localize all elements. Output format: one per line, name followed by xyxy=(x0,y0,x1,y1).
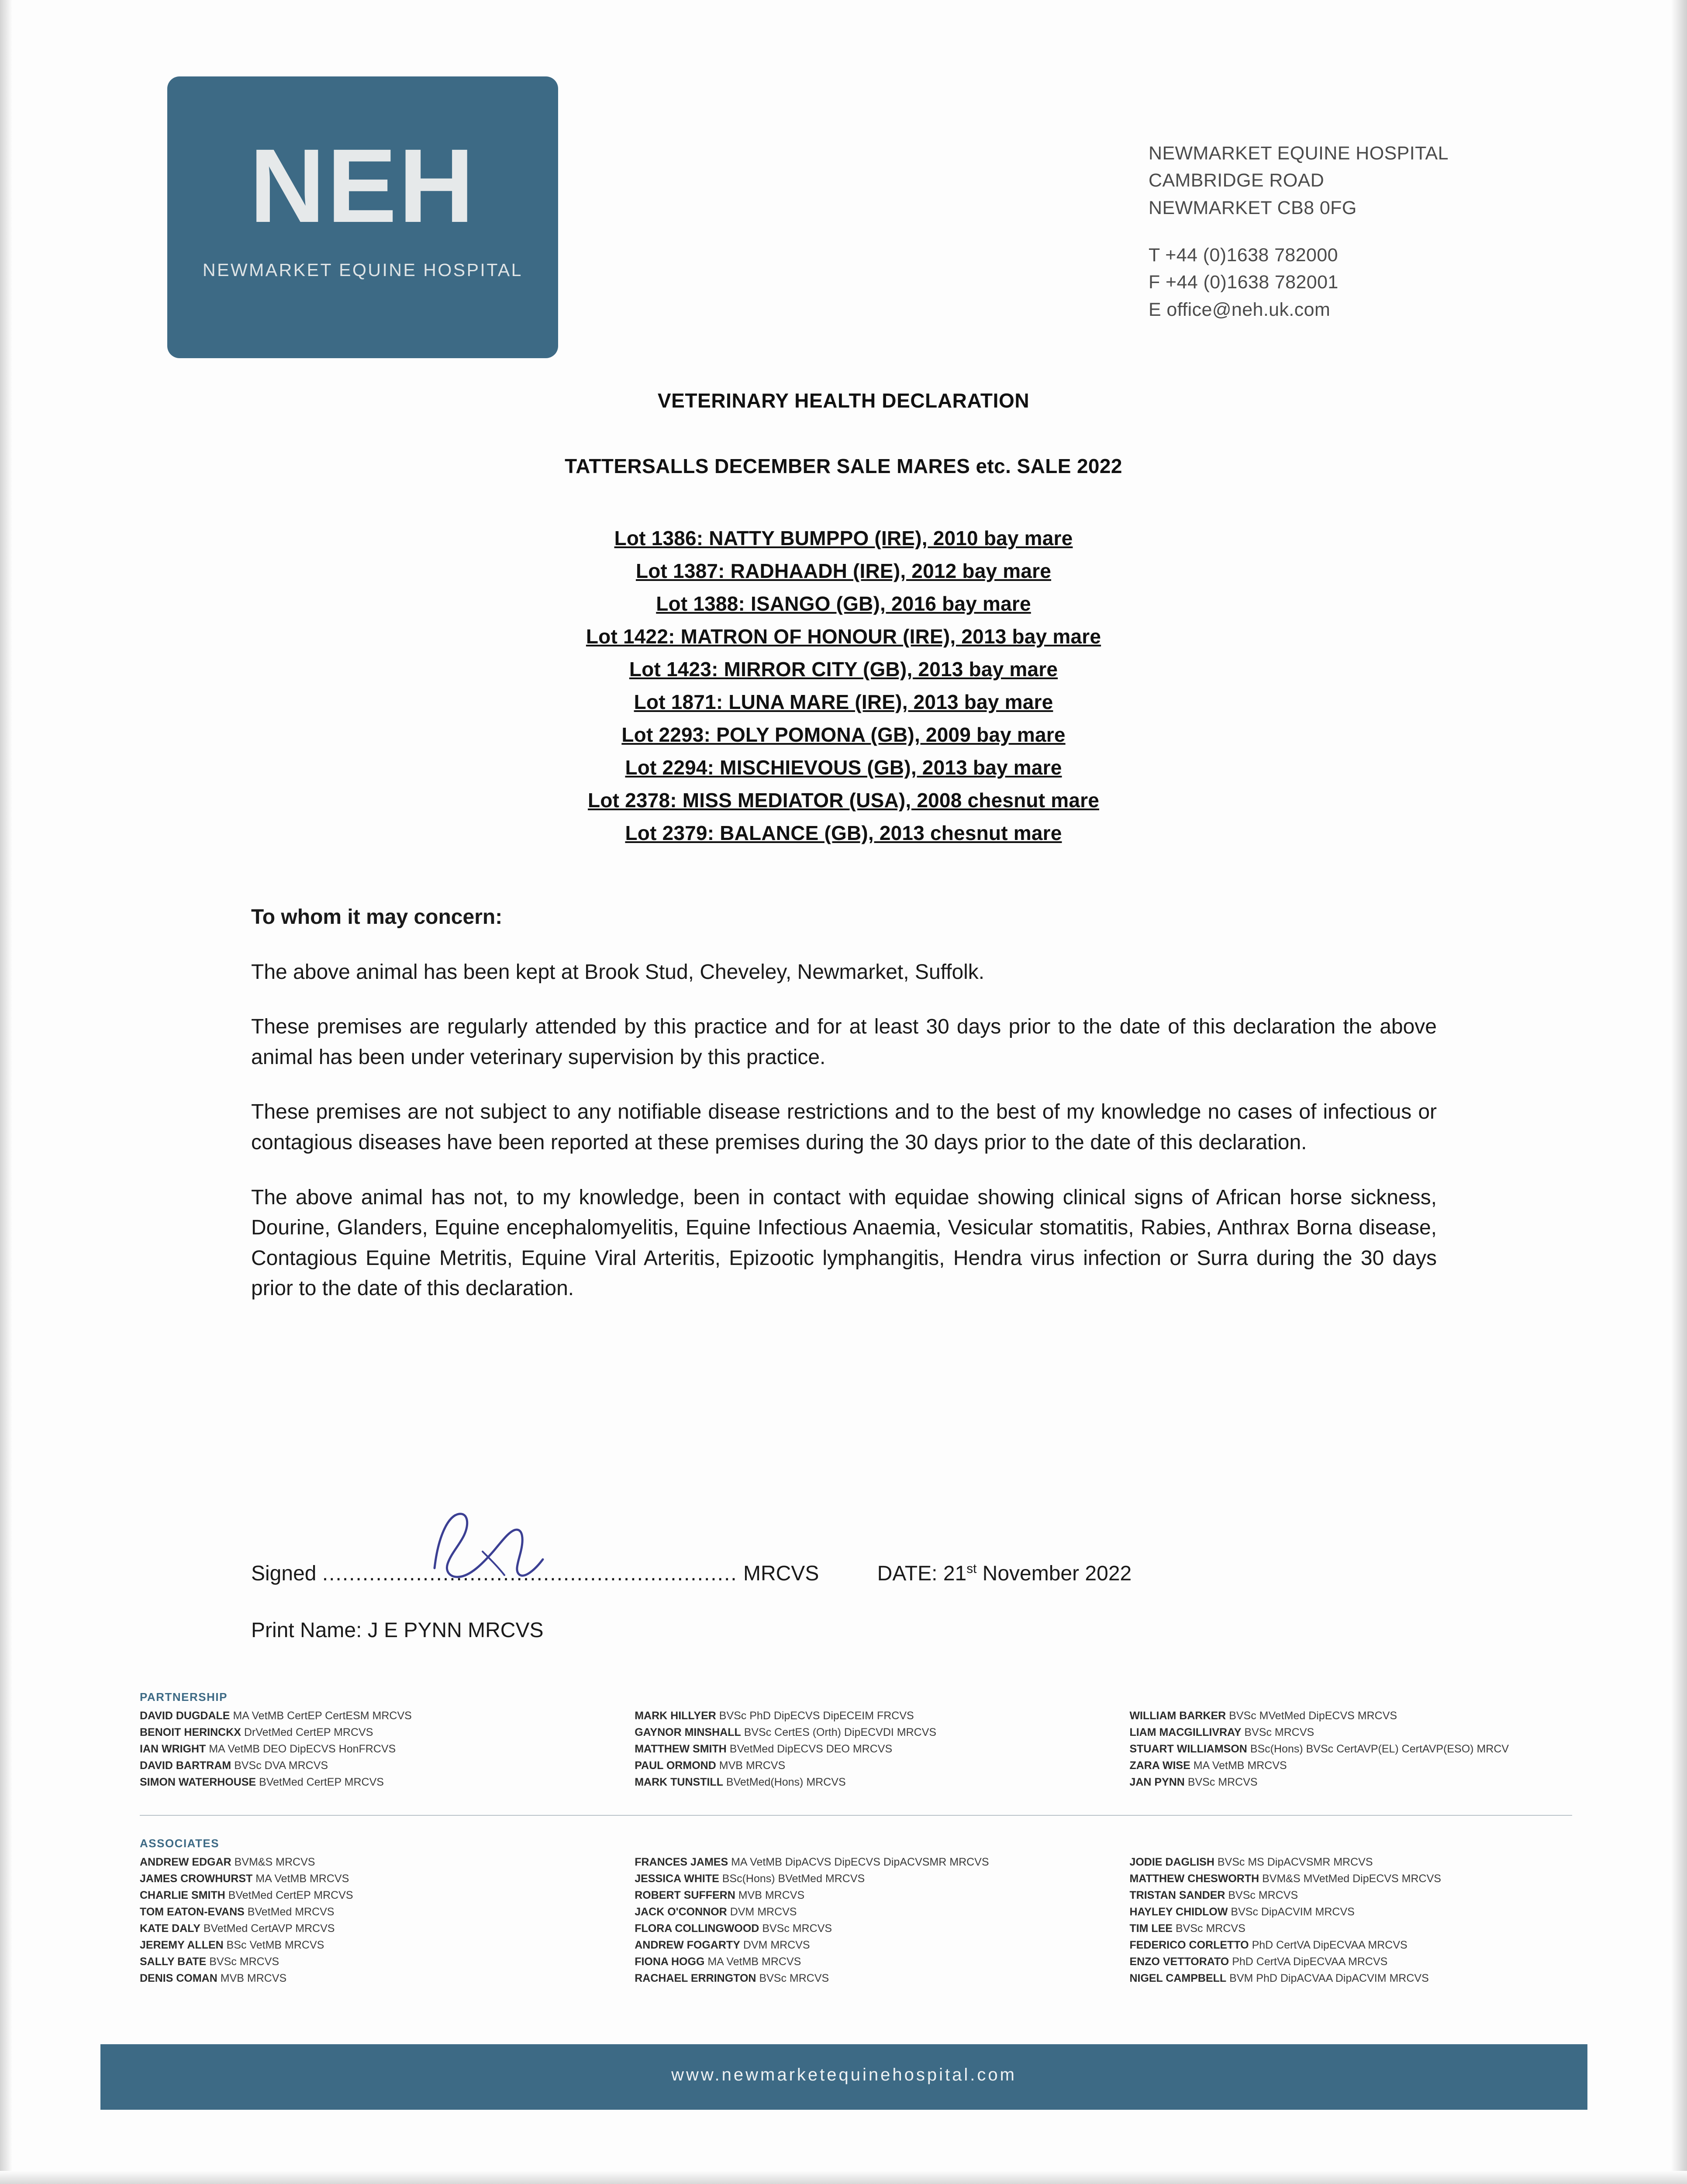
staff-entry xyxy=(635,1870,1112,1887)
staff-quals: BVSc MRCVS xyxy=(209,1956,279,1968)
body-paragraph-4: The above animal has not, to my knowledge, been in contact with equidae showing clinical signs of African horse sickness, Dourine, Glanders, Equine encephalomyelitis, Equine Infectious Anaemia, Vesicular stomatitis, Rabies, Anthrax Borna disease, Contagious Equine Metritis, Equine Viral Arteritis, Epizootic lymphangitis, Hendra virus infection or Surra during the 30 days prior to the date of this declaration. xyxy=(251,1185,1437,1300)
partnership-column-1 xyxy=(140,1707,617,1790)
staff-entry xyxy=(635,1970,1112,1987)
staff-name: FEDERICO CORLETTO xyxy=(1129,1939,1249,1951)
logo-subtitle: NEWMARKET EQUINE HOSPITAL xyxy=(203,260,523,280)
footer-website-url: www.newmarketequinehospital.com xyxy=(671,2065,1017,2084)
date-label: DATE: xyxy=(877,1562,938,1585)
staff-entry xyxy=(140,1937,617,1953)
lot-item: Lot 1387: RADHAADH (IRE), 2012 bay mare xyxy=(635,559,1052,582)
staff-quals: BVSc CertES (Orth) DipECVDI MRCVS xyxy=(744,1726,937,1738)
lot-item: Lot 1423: MIRROR CITY (GB), 2013 bay mare xyxy=(629,657,1058,681)
staff-entry xyxy=(635,1854,1112,1870)
staff-quals: MA VetMB MRCVS xyxy=(1193,1759,1287,1772)
staff-name: KATE DALY xyxy=(140,1922,200,1935)
staff-entry xyxy=(635,1724,1112,1741)
staff-name: STUART WILLIAMSON xyxy=(1129,1743,1247,1755)
staff-name: ENZO VETTORATO xyxy=(1129,1956,1229,1968)
lot-item: Lot 1871: LUNA MARE (IRE), 2013 bay mare xyxy=(634,690,1053,713)
lot-item: Lot 2294: MISCHIEVOUS (GB), 2013 bay mare xyxy=(625,756,1062,779)
staff-entry xyxy=(635,1920,1112,1937)
staff-quals: MVB MRCVS xyxy=(220,1972,287,1984)
date-month-year: November 2022 xyxy=(976,1562,1132,1585)
staff-name: JACK O'CONNOR xyxy=(635,1906,727,1918)
scan-edge-left xyxy=(0,0,12,2184)
staff-name: MATTHEW SMITH xyxy=(635,1743,727,1755)
staff-entry xyxy=(1129,1887,1607,1904)
signature-qualification: MRCVS xyxy=(743,1562,819,1585)
staff-name: TOM EATON-EVANS xyxy=(140,1906,245,1918)
staff-quals: DVM MRCVS xyxy=(730,1906,797,1918)
staff-name: ROBERT SUFFERN xyxy=(635,1889,735,1901)
staff-name: MATTHEW CHESWORTH xyxy=(1129,1873,1259,1885)
staff-entry xyxy=(140,1920,617,1937)
staff-entry xyxy=(635,1953,1112,1970)
staff-entry xyxy=(140,1854,617,1870)
associates-block xyxy=(140,1837,1572,1987)
staff-entry xyxy=(1129,1724,1607,1741)
staff-entry xyxy=(1129,1774,1607,1790)
staff-quals: BVSc MRCVS xyxy=(1244,1726,1314,1738)
staff-quals: MA VetMB MRCVS xyxy=(707,1956,801,1968)
staff-quals: MVB MRCVS xyxy=(719,1759,786,1772)
staff-quals: BVSc MRCVS xyxy=(1187,1776,1258,1788)
neh-logo xyxy=(167,76,558,358)
staff-entry xyxy=(140,1707,617,1724)
staff-entry xyxy=(635,1937,1112,1953)
staff-entry xyxy=(140,1741,617,1757)
staff-quals: BSc VetMB MRCVS xyxy=(226,1939,324,1951)
scan-edge-right xyxy=(1671,0,1687,2184)
staff-quals: BVetMed CertEP MRCVS xyxy=(259,1776,384,1788)
body-paragraph-3: These premises are not subject to any notifiable disease restrictions and to the best of my knowledge no cases of infectious or contagious diseases have been reported at these premises during the 30 days prior to the date of this declaration. xyxy=(251,1100,1437,1154)
address-line-2: CAMBRIDGE ROAD xyxy=(1149,170,1325,191)
staff-entry xyxy=(1129,1920,1607,1937)
partnership-column-2 xyxy=(617,1707,1112,1790)
staff-name: MARK HILLYER xyxy=(635,1710,716,1722)
partnership-heading: PARTNERSHIP xyxy=(140,1690,228,1704)
staff-quals: BVetMed CertAVP MRCVS xyxy=(203,1922,335,1935)
associates-heading: ASSOCIATES xyxy=(140,1837,220,1850)
staff-quals: BVM PhD DipACVAA DipACVIM MRCVS xyxy=(1229,1972,1429,1984)
signed-label: Signed xyxy=(251,1562,317,1585)
staff-name: TIM LEE xyxy=(1129,1922,1173,1935)
staff-name: ANDREW FOGARTY xyxy=(635,1939,740,1951)
date-value xyxy=(943,1562,1132,1585)
staff-entry xyxy=(140,1774,617,1790)
divider xyxy=(140,1815,1572,1816)
staff-entry xyxy=(1129,1707,1607,1724)
staff-quals: PhD CertVA DipECVAA MRCVS xyxy=(1252,1939,1408,1951)
staff-quals: BVetMed MRCVS xyxy=(247,1906,335,1918)
staff-quals: MA VetMB MRCVS xyxy=(255,1873,349,1885)
letter-body xyxy=(251,902,1437,1328)
staff-entry xyxy=(1129,1854,1607,1870)
staff-entry xyxy=(1129,1741,1607,1757)
partnership-column-3 xyxy=(1112,1707,1607,1790)
staff-quals: PhD CertVA DipECVAA MRCVS xyxy=(1232,1956,1388,1968)
staff-name: CHARLIE SMITH xyxy=(140,1889,225,1901)
staff-entry xyxy=(635,1757,1112,1774)
staff-quals: BVSc DipACVIM MRCVS xyxy=(1231,1906,1355,1918)
signature-dotted-line: .............................................................. xyxy=(322,1562,738,1585)
staff-quals: BVetMed DipECVS DEO MRCVS xyxy=(729,1743,893,1755)
staff-entry xyxy=(635,1904,1112,1920)
footer-bar xyxy=(100,2044,1587,2110)
staff-name: WILLIAM BARKER xyxy=(1129,1710,1226,1722)
staff-name: DAVID BARTRAM xyxy=(140,1759,231,1772)
staff-name: BENOIT HERINCKX xyxy=(140,1726,241,1738)
partnership-block xyxy=(140,1690,1572,1790)
staff-quals: BVSc MRCVS xyxy=(1176,1922,1245,1935)
staff-entry xyxy=(140,1953,617,1970)
logo-text: NEH xyxy=(249,127,476,244)
staff-quals: BSc(Hons) BVetMed MRCVS xyxy=(722,1873,865,1885)
staff-quals: MA VetMB CertEP CertESM MRCVS xyxy=(233,1710,412,1722)
staff-quals: BVSc MS DipACVSMR MRCVS xyxy=(1217,1856,1373,1868)
lot-item: Lot 1386: NATTY BUMPPO (IRE), 2010 bay mare xyxy=(614,527,1073,549)
staff-name: JODIE DAGLISH xyxy=(1129,1856,1214,1868)
staff-entry xyxy=(140,1970,617,1987)
staff-name: GAYNOR MINSHALL xyxy=(635,1726,741,1738)
document-title: VETERINARY HEALTH DECLARATION xyxy=(657,389,1030,412)
staff-name: DENIS COMAN xyxy=(140,1972,217,1984)
lot-item: Lot 1422: MATRON OF HONOUR (IRE), 2013 bay mare xyxy=(586,625,1101,648)
staff-entry xyxy=(140,1904,617,1920)
lot-item: Lot 1388: ISANGO (GB), 2016 bay mare xyxy=(656,592,1031,615)
staff-name: JAN PYNN xyxy=(1129,1776,1185,1788)
staff-quals: BVSc MRCVS xyxy=(1228,1889,1298,1901)
sale-title: TATTERSALLS DECEMBER SALE MARES etc. SALE 2022 xyxy=(565,455,1122,477)
salutation: To whom it may concern: xyxy=(251,905,503,929)
contact-line-3: E office@neh.uk.com xyxy=(1149,299,1331,320)
staff-name: JAMES CROWHURST xyxy=(140,1873,253,1885)
staff-name: LIAM MACGILLIVRAY xyxy=(1129,1726,1242,1738)
staff-name: JEREMY ALLEN xyxy=(140,1939,224,1951)
signature-row xyxy=(251,1562,1452,1586)
date-ordinal: st xyxy=(966,1562,977,1576)
staff-quals: MA VetMB DEO DipECVS HonFRCVS xyxy=(209,1743,396,1755)
address-line-1: NEWMARKET EQUINE HOSPITAL xyxy=(1149,143,1449,164)
staff-quals: BVM&S MVetMed DipECVS MRCVS xyxy=(1262,1873,1441,1885)
staff-name: ANDREW EDGAR xyxy=(140,1856,231,1868)
staff-entry xyxy=(1129,1953,1607,1970)
staff-name: FLORA COLLINGWOOD xyxy=(635,1922,759,1935)
staff-entry xyxy=(635,1887,1112,1904)
lot-item: Lot 2379: BALANCE (GB), 2013 chesnut mare xyxy=(625,821,1062,844)
contact-line-1: T +44 (0)1638 782000 xyxy=(1149,245,1338,266)
staff-name: DAVID DUGDALE xyxy=(140,1710,230,1722)
staff-quals: BVSc MRCVS xyxy=(759,1972,829,1984)
staff-entry xyxy=(1129,1904,1607,1920)
staff-entry xyxy=(140,1724,617,1741)
staff-quals: BVSc MVetMed DipECVS MRCVS xyxy=(1229,1710,1397,1722)
letterhead-address xyxy=(1149,140,1449,323)
associates-column-1 xyxy=(140,1854,617,1987)
associates-column-3 xyxy=(1112,1854,1607,1987)
staff-name: TRISTAN SANDER xyxy=(1129,1889,1225,1901)
staff-entry xyxy=(635,1774,1112,1790)
staff-name: JESSICA WHITE xyxy=(635,1873,719,1885)
staff-entry xyxy=(140,1887,617,1904)
staff-quals: BSc(Hons) BVSc CertAVP(EL) CertAVP(ESO) MRCV xyxy=(1250,1743,1509,1755)
staff-quals: BVetMed(Hons) MRCVS xyxy=(726,1776,846,1788)
staff-entry xyxy=(635,1741,1112,1757)
lot-list xyxy=(0,522,1687,850)
body-paragraph-2: These premises are regularly attended by this practice and for at least 30 days prior to the date of this declaration the above animal has been under veterinary supervision by this practice. xyxy=(251,1015,1437,1069)
staff-quals: BVM&S MRCVS xyxy=(234,1856,315,1868)
address-line-3: NEWMARKET CB8 0FG xyxy=(1149,197,1357,218)
staff-name: HAYLEY CHIDLOW xyxy=(1129,1906,1228,1918)
staff-name: IAN WRIGHT xyxy=(140,1743,206,1755)
staff-entry xyxy=(140,1870,617,1887)
staff-entry xyxy=(1129,1970,1607,1987)
staff-entry xyxy=(635,1707,1112,1724)
staff-name: SIMON WATERHOUSE xyxy=(140,1776,256,1788)
staff-entry xyxy=(1129,1870,1607,1887)
staff-name: FRANCES JAMES xyxy=(635,1856,728,1868)
staff-quals: DVM MRCVS xyxy=(743,1939,810,1951)
staff-quals: DrVetMed CertEP MRCVS xyxy=(244,1726,373,1738)
staff-quals: MVB MRCVS xyxy=(738,1889,805,1901)
staff-quals: MA VetMB DipACVS DipECVS DipACVSMR MRCVS xyxy=(731,1856,989,1868)
print-name: Print Name: J E PYNN MRCVS xyxy=(251,1619,544,1642)
staff-name: PAUL ORMOND xyxy=(635,1759,716,1772)
staff-quals: BVetMed CertEP MRCVS xyxy=(228,1889,353,1901)
staff-entry xyxy=(1129,1757,1607,1774)
staff-quals: BVSc DVA MRCVS xyxy=(234,1759,328,1772)
staff-name: FIONA HOGG xyxy=(635,1956,705,1968)
staff-entry xyxy=(1129,1937,1607,1953)
staff-quals: BVSc MRCVS xyxy=(762,1922,832,1935)
scan-edge-bottom xyxy=(0,2171,1687,2184)
staff-name: NIGEL CAMPBELL xyxy=(1129,1972,1227,1984)
associates-column-2 xyxy=(617,1854,1112,1987)
lot-item: Lot 2293: POLY POMONA (GB), 2009 bay mare xyxy=(621,723,1066,746)
body-paragraph-1: The above animal has been kept at Brook Stud, Cheveley, Newmarket, Suffolk. xyxy=(251,960,985,984)
lot-item: Lot 2378: MISS MEDIATOR (USA), 2008 chesnut mare xyxy=(588,788,1099,812)
staff-name: RACHAEL ERRINGTON xyxy=(635,1972,756,1984)
contact-line-2: F +44 (0)1638 782001 xyxy=(1149,272,1339,293)
date-day: 21 xyxy=(943,1562,967,1585)
staff-name: MARK TUNSTILL xyxy=(635,1776,723,1788)
staff-name: SALLY BATE xyxy=(140,1956,207,1968)
staff-quals: BVSc PhD DipECVS DipECEIM FRCVS xyxy=(719,1710,914,1722)
staff-name: ZARA WISE xyxy=(1129,1759,1190,1772)
staff-entry xyxy=(140,1757,617,1774)
